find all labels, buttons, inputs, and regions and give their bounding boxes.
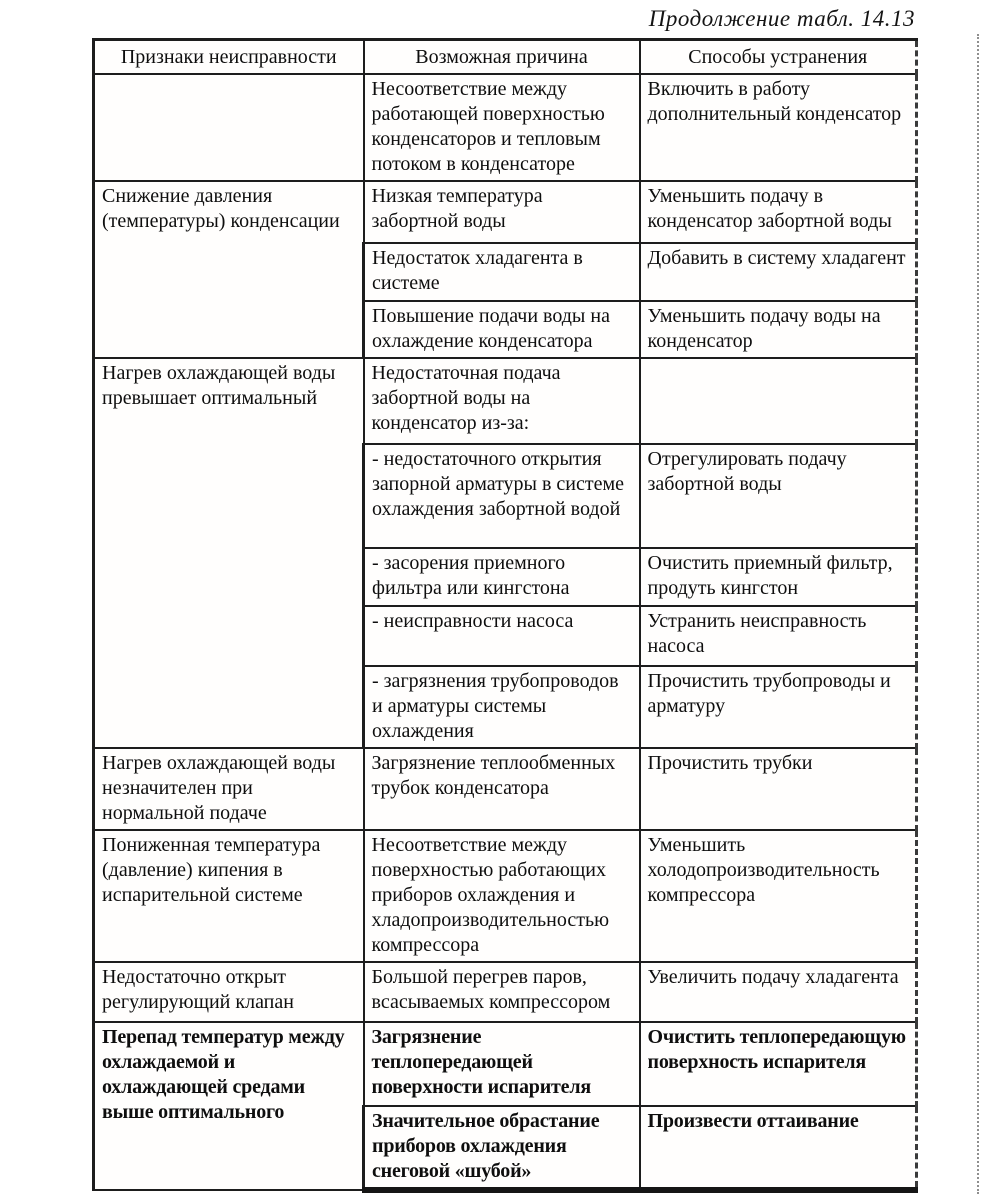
table-row xyxy=(94,358,917,444)
cell-remedy: Очистить приемный фильтр, продуть кингстон xyxy=(640,548,917,606)
cell-cause: Повышение подачи воды на охлаждение конденсатора xyxy=(364,301,640,358)
cell-cause: Загрязнение теплопередающей поверхности испарителя xyxy=(364,1022,640,1106)
cell-cause: - неисправности насоса xyxy=(364,606,640,666)
cell-remedy xyxy=(640,358,917,444)
cell-cause: Несоответствие между работающей поверхностью конденсаторов и тепловым потоком в конденсаторе xyxy=(364,74,640,181)
table-header xyxy=(94,40,917,75)
table-row xyxy=(94,74,917,181)
cell-remedy: Добавить в систему хладагент xyxy=(640,243,917,301)
cell-cause: Низкая температура забортной воды xyxy=(364,181,640,243)
cell-remedy: Отрегулировать подачу забортной воды xyxy=(640,444,917,548)
cell-remedy: Прочистить трубопроводы и арматуру xyxy=(640,666,917,748)
cell-cause: Большой перегрев паров, всасываемых компрессором xyxy=(364,962,640,1022)
header-row xyxy=(94,40,917,75)
cell-cause: Загрязнение теплообменных трубок конденсатора xyxy=(364,748,640,830)
fault-diagnostics-table xyxy=(92,38,918,1193)
column-header-remedy: Способы устранения xyxy=(640,40,917,75)
cell-remedy: Уменьшить подачу в конденсатор забортной воды xyxy=(640,181,917,243)
cell-symptom: Перепад температур между охлаждаемой и охлаждающей средами выше оптимального xyxy=(94,1022,364,1190)
table-row xyxy=(94,962,917,1022)
cell-cause: Недостаточная подача забортной воды на конденсатор из-за: xyxy=(364,358,640,444)
cell-symptom: Снижение давления (температуры) конденсации xyxy=(94,181,364,358)
table-row xyxy=(94,181,917,243)
column-header-symptom: Признаки неисправности xyxy=(94,40,364,75)
cell-remedy: Уменьшить холодопроизводительность компрессора xyxy=(640,830,917,962)
cell-remedy: Уменьшить подачу воды на конденсатор xyxy=(640,301,917,358)
page-edge-scan-line xyxy=(977,34,979,1194)
cell-symptom: Нагрев охлаждающей воды превышает оптимальный xyxy=(94,358,364,748)
cell-symptom: Пониженная температура (давление) кипения в испарительной системе xyxy=(94,830,364,962)
cell-cause: - засорения приемного фильтра или кингстона xyxy=(364,548,640,606)
table-continuation-caption: Продолжение табл. 14.13 xyxy=(648,6,915,31)
cell-cause: Несоответствие между поверхностью работающих приборов охлаждения и хладопроизводительностью компрессора xyxy=(364,830,640,962)
table-row xyxy=(94,830,917,962)
cell-remedy: Устранить неисправность насоса xyxy=(640,606,917,666)
cell-remedy: Очистить теплопередающую поверхность испарителя xyxy=(640,1022,917,1106)
cell-remedy: Прочистить трубки xyxy=(640,748,917,830)
cell-symptom xyxy=(94,74,364,181)
cell-remedy: Увеличить подачу хладагента xyxy=(640,962,917,1022)
cell-remedy: Включить в работу дополнительный конденсатор xyxy=(640,74,917,181)
cell-cause: Недостаток хладагента в системе xyxy=(364,243,640,301)
cell-remedy: Произвести оттаивание xyxy=(640,1106,917,1190)
cell-cause: Значительное обрастание приборов охлаждения снеговой «шубой» xyxy=(364,1106,640,1190)
cell-cause: - недостаточного открытия запорной арматуры в системе охлаждения забортной водой xyxy=(364,444,640,548)
table-row xyxy=(94,748,917,830)
table-row xyxy=(94,1022,917,1106)
cell-cause: - загрязнения трубопроводов и арматуры системы охлаждения xyxy=(364,666,640,748)
cell-symptom: Недостаточно открыт регулирующий клапан xyxy=(94,962,364,1022)
column-header-cause: Возможная причина xyxy=(364,40,640,75)
cell-symptom: Нагрев охлаждающей воды незначителен при нормальной подаче xyxy=(94,748,364,830)
